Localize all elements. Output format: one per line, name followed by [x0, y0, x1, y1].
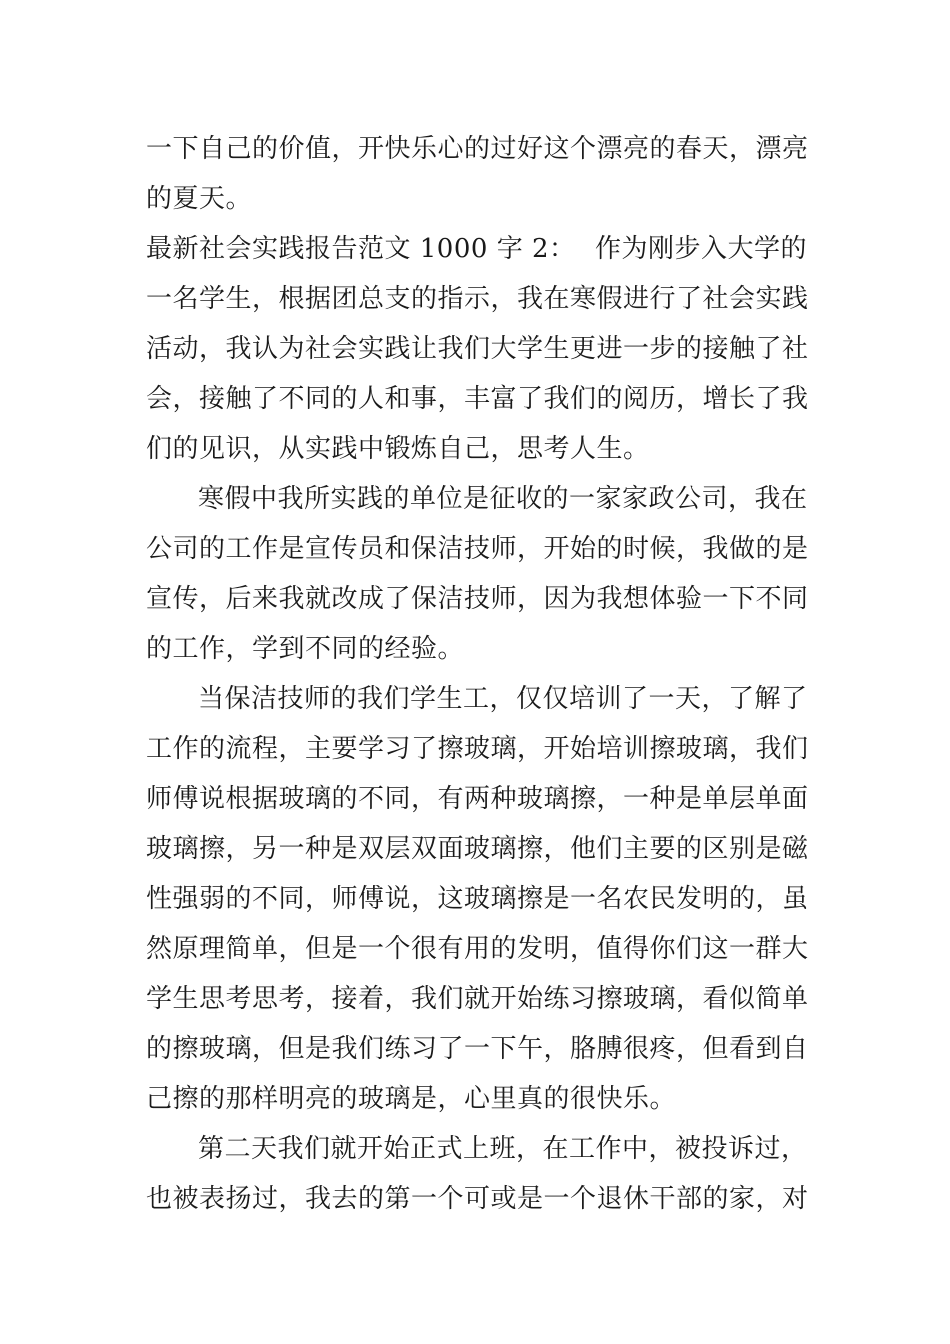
text-line: 的夏天。: [146, 184, 253, 214]
text-line: 工作的流程，主要学习了擦玻璃，开始培训擦玻璃，我们: [146, 734, 809, 764]
text-line: 宣传，后来我就改成了保洁技师，因为我想体验一下不同: [146, 584, 809, 614]
text-line: 寒假中我所实践的单位是征收的一家家政公司，我在: [198, 484, 808, 514]
text-line: 作为刚步入大学的: [595, 234, 808, 264]
text-line: 一下自己的价值，开快乐心的过好这个漂亮的春天，漂亮: [146, 134, 809, 164]
text-line: 学生思考思考，接着，我们就开始练习擦玻璃，看似简单: [146, 984, 809, 1014]
section-heading: 最新社会实践报告范文 1000 字 2：: [146, 234, 576, 264]
text-line: 师傅说根据玻璃的不同，有两种玻璃擦，一种是单层单面: [146, 784, 809, 814]
text-line: 第二天我们就开始正式上班，在工作中，被投诉过，: [198, 1134, 808, 1164]
text-line: 的工作，学到不同的经验。: [146, 634, 465, 664]
text-line: 玻璃擦，另一种是双层双面玻璃擦，他们主要的区别是磁: [146, 834, 809, 864]
text-line: 公司的工作是宣传员和保洁技师，开始的时候，我做的是: [146, 534, 809, 564]
text-line: 们的见识，从实践中锻炼自己，思考人生。: [146, 434, 650, 464]
text-line: 活动，我认为社会实践让我们大学生更进一步的接触了社: [146, 334, 809, 364]
text-line: 然原理简单，但是一个很有用的发明，值得你们这一群大: [146, 934, 809, 964]
text-line: 也被表扬过，我去的第一个可或是一个退休干部的家，对: [146, 1184, 809, 1214]
text-line: 的擦玻璃，但是我们练习了一下午，胳膊很疼，但看到自: [146, 1034, 809, 1064]
text-line: 当保洁技师的我们学生工，仅仅培训了一天，了解了: [198, 684, 808, 714]
text-line: 会，接触了不同的人和事，丰富了我们的阅历，增长了我: [146, 384, 809, 414]
text-line: 一名学生，根据团总支的指示，我在寒假进行了社会实践: [146, 284, 809, 314]
text-line: 己擦的那样明亮的玻璃是，心里真的很快乐。: [146, 1084, 677, 1114]
text-line: 性强弱的不同，师傅说，这玻璃擦是一名农民发明的，虽: [146, 884, 809, 914]
